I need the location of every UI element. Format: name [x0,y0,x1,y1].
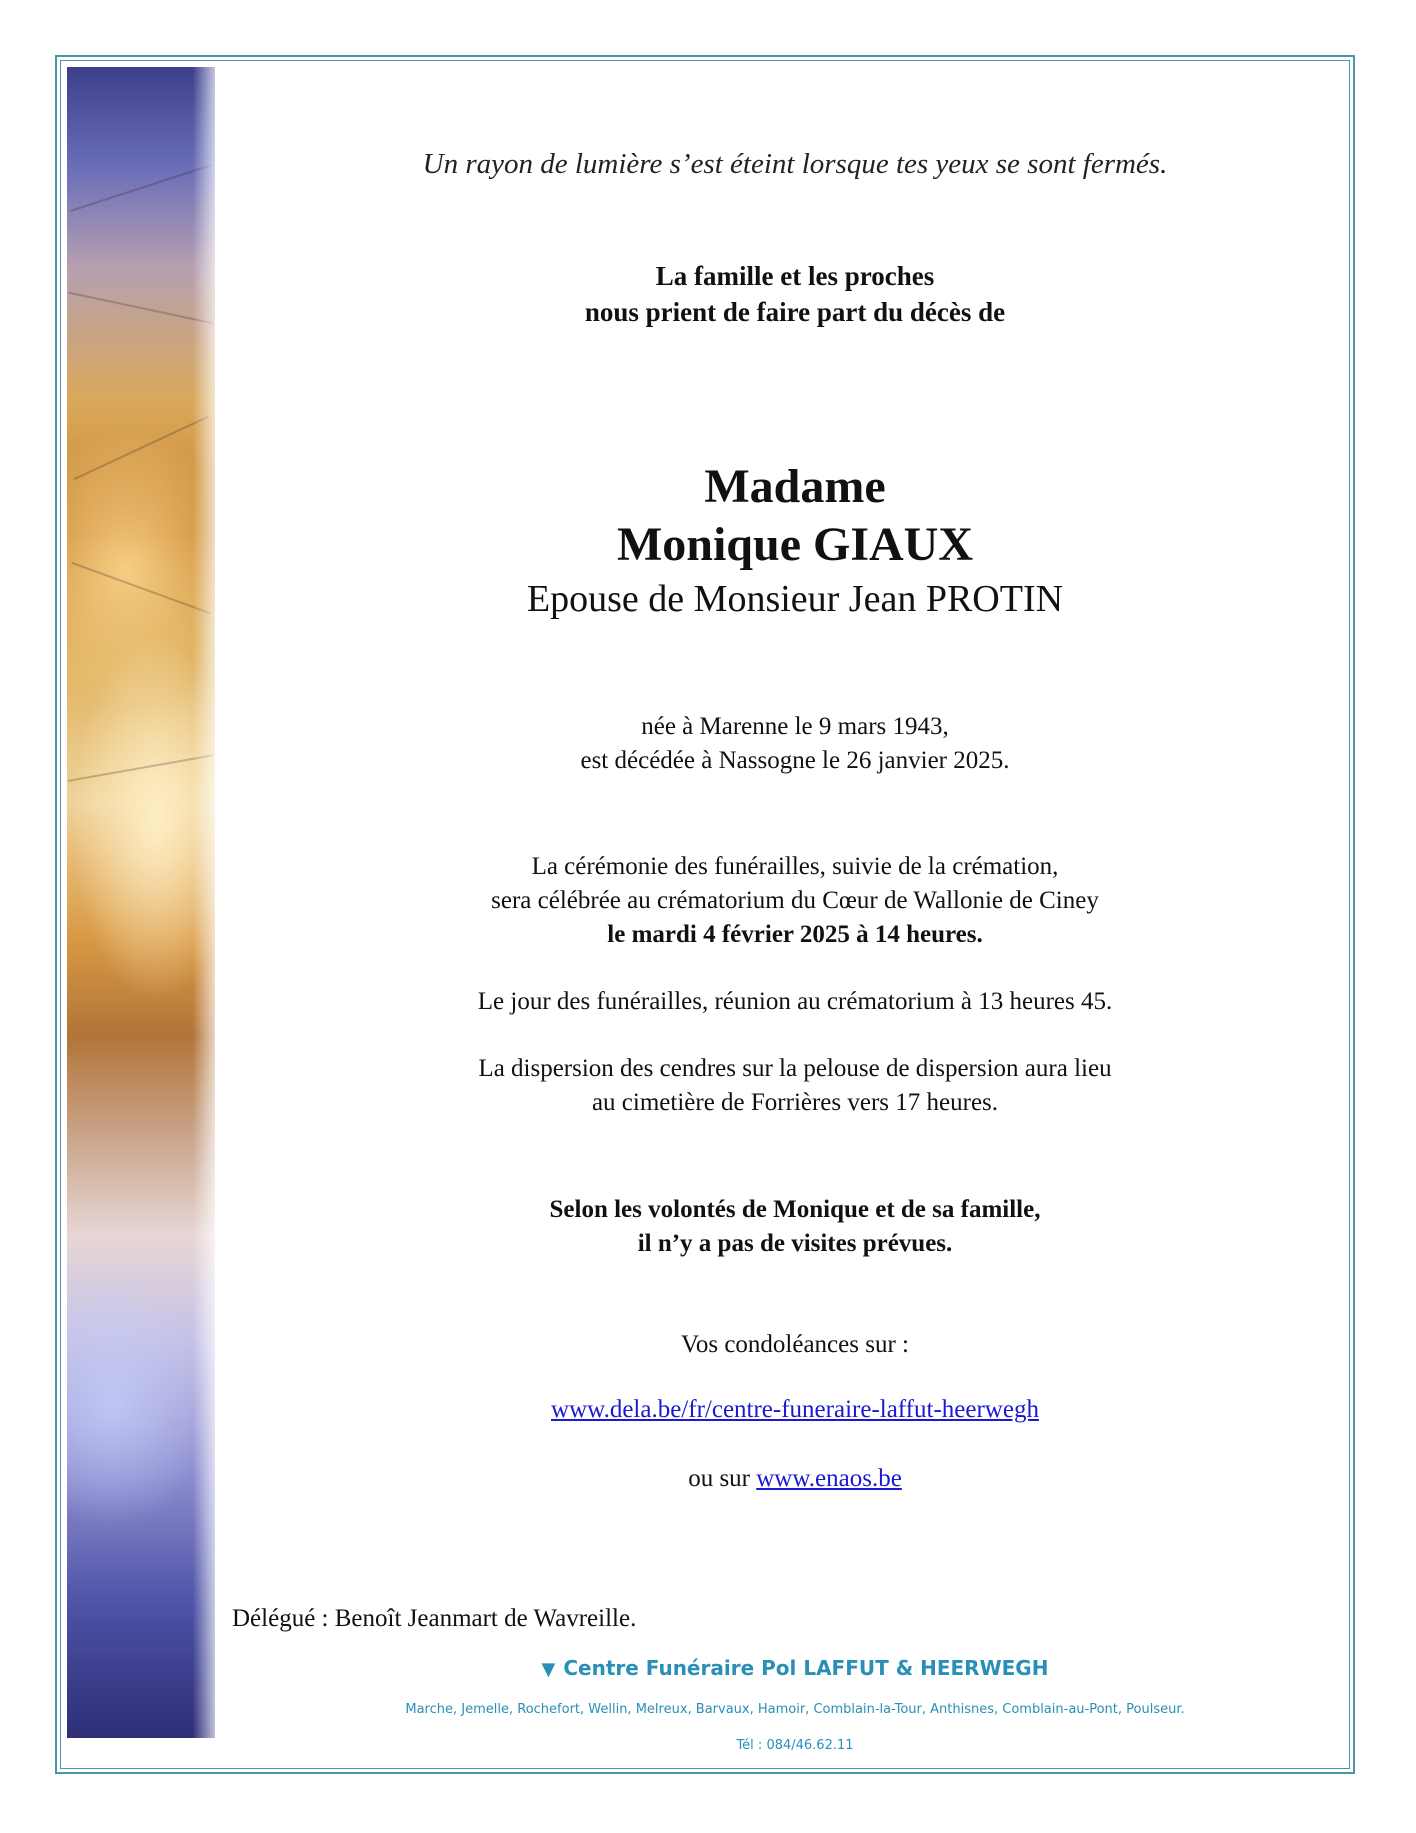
condolences-link-enaos-wrapper [230,1465,1360,1493]
birth-line: née à Marenne le 9 mars 1943, [641,713,949,740]
triangle-down-icon: ▼ [541,1659,556,1680]
funeral-home-name-line [230,1656,1360,1680]
memorial-quote: Un rayon de lumière s’est éteint lorsque tes yeux se sont fermés. [422,148,1168,180]
delegate-line: Délégué : Benoît Jeanmart de Wavreille. [232,1605,637,1632]
or-label: ou sur [688,1465,750,1492]
intro-line-1: La famille et les proches [655,261,935,291]
death-line: est décédée à Nassogne le 26 janvier 2025. [580,747,1010,774]
condolences-link-dela[interactable]: www.dela.be/fr/centre-funeraire-laffut-heerwegh [551,1396,1039,1423]
ceremony-line-2: sera célébrée au crématorium du Cœur de Wallonie de Ciney [491,887,1099,914]
dispersion-line-2: au cimetière de Forrières vers 17 heures. [591,1089,999,1116]
meeting-info: Le jour des funérailles, réunion au crématorium à 13 heures 45. [477,988,1113,1015]
intro-line-2: nous prient de faire part du décès de [584,297,1006,327]
ceremony-line-1: La cérémonie des funérailles, suivie de la crémation, [531,853,1059,880]
decorative-winter-sunlight-image [67,67,215,1738]
funeral-home-phone: Tél : 084/46.62.11 [736,1738,854,1753]
wishes-line-1: Selon les volontés de Monique et de sa famille, [549,1196,1041,1223]
condolences-label: Vos condoléances sur : [681,1331,909,1358]
family-wishes [230,1193,1360,1261]
funeral-home-towns: Marche, Jemelle, Rochefort, Wellin, Melreux, Barvaux, Hamoir, Comblain-la-Tour, Anthisnes, Comblain-au-Pont, Poulseur. [405,1702,1185,1717]
ashes-dispersion-info [230,1052,1360,1120]
ceremony-details [230,850,1360,952]
deceased-name: Monique GIAUX [616,518,974,571]
deceased-title: Madame [704,460,886,513]
condolences-link-enaos[interactable]: www.enaos.be [756,1465,902,1492]
wishes-line-2: il n’y a pas de visites prévues. [637,1230,953,1257]
condolences-link-dela-wrapper [230,1396,1360,1424]
funeral-home-name: Centre Funéraire Pol LAFFUT & HEERWEGH [563,1656,1049,1680]
life-dates [230,710,1360,778]
spouse-line: Epouse de Monsieur Jean PROTIN [526,578,1064,620]
deceased-name-block [230,458,1360,624]
family-announcement [230,258,1360,330]
dispersion-line-1: La dispersion des cendres sur la pelouse de dispersion aura lieu [478,1055,1112,1082]
ceremony-datetime: le mardi 4 février 2025 à 14 heures. [607,921,983,948]
